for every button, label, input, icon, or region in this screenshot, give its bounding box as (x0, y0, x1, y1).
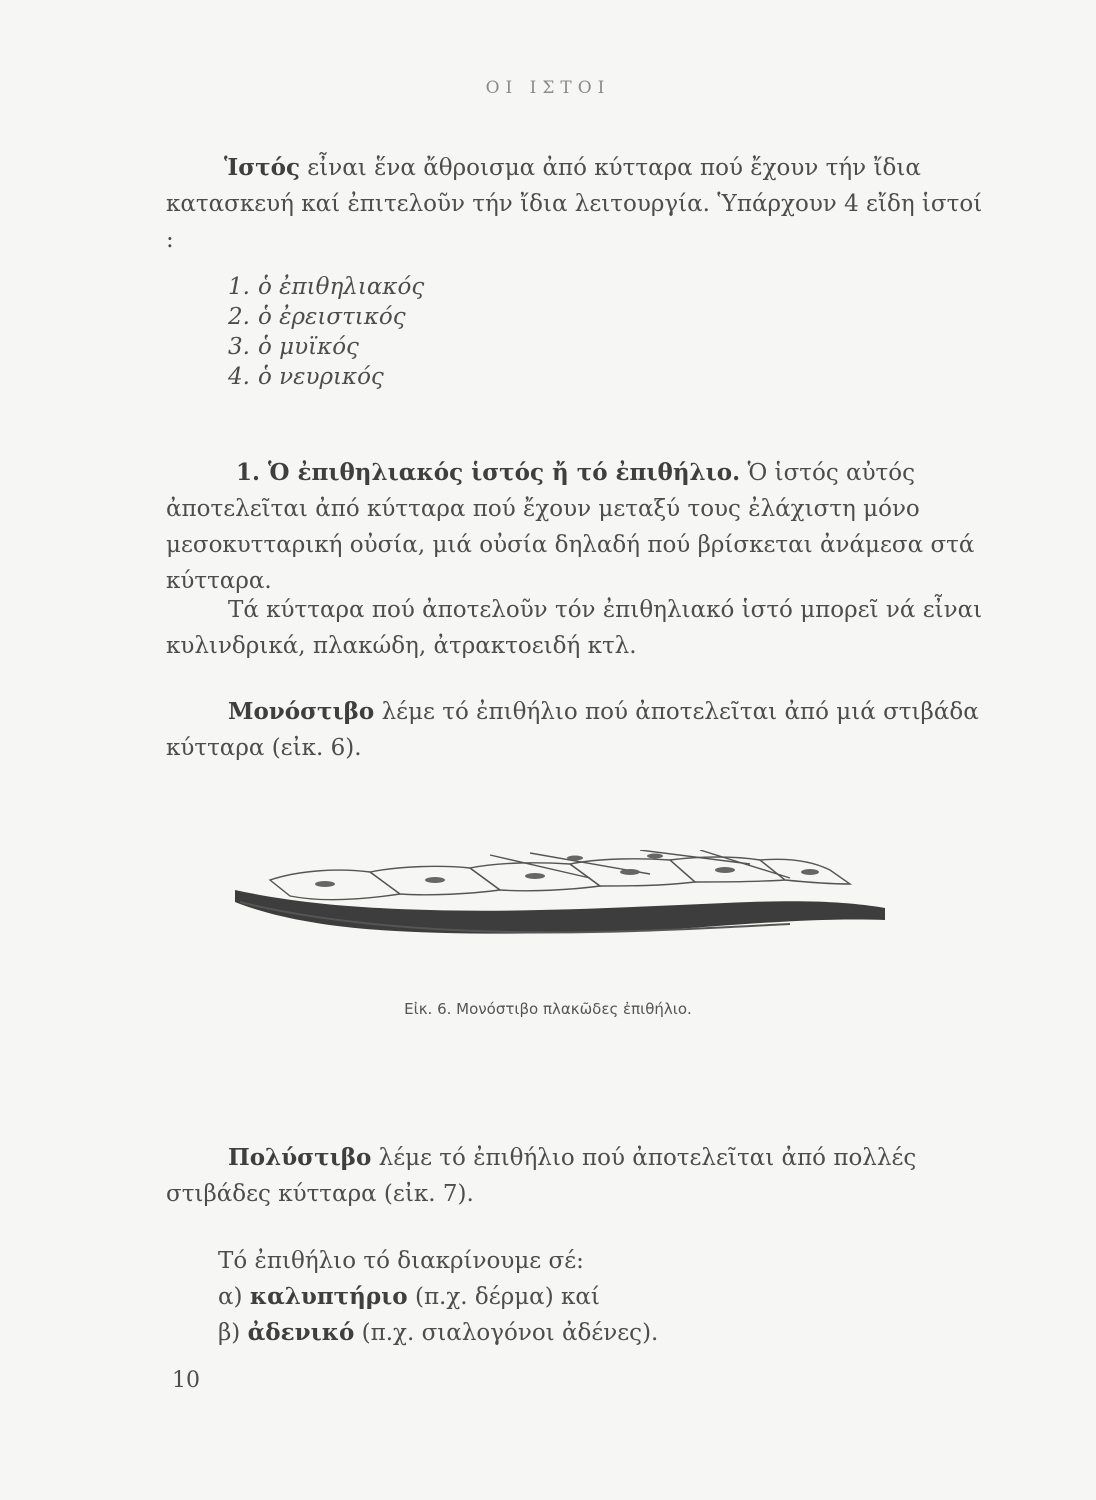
list-item: 3. ὁ μυϊκός (228, 334, 359, 360)
page-title: ΟΙ ΙΣΤΟΙ (485, 78, 611, 98)
nucleus (647, 854, 663, 859)
section-1-paragraph (166, 455, 996, 599)
monostibo-text: λέμε τό ἐπιθήλιο πού ἀποτελεῖται ἀπό μιά στιβάδα κύτταρα (εἰκ. 6). (166, 699, 979, 761)
nucleus (801, 869, 819, 875)
nucleus (425, 877, 445, 883)
list-item: 4. ὁ νευρικός (228, 364, 384, 390)
nucleus (715, 867, 735, 873)
nucleus (525, 873, 545, 879)
nucleus (567, 856, 583, 861)
intro-paragraph (166, 150, 996, 258)
term-polystibo: Πολύστιβο (228, 1144, 372, 1171)
classification-intro: Τό ἐπιθήλιο τό διακρίνουμε σέ: (218, 1248, 584, 1274)
section-1-text: Ὁ ἱστός αὐτός ἀποτελεῖται ἀπό κύτταρα πού ἔχουν μεταξύ τους ἐλάχιστη μόνο μεσοκυτταρική οὐσία, μιά οὐσία δηλαδή πού βρίσκεται ἀνάμεσα στά κύτταρα. (166, 460, 975, 594)
term-adeniko: ἀδενικό (247, 1319, 355, 1346)
nucleus (315, 881, 335, 887)
list-item: 1. ὁ ἐπιθηλιακός (228, 274, 425, 300)
monostibo-paragraph (166, 694, 996, 766)
figure-caption: Εἰκ. 6. Μονόστιβο πλακῶδες ἐπιθήλιο. (404, 1000, 692, 1018)
section-1-heading: 1. Ὁ ἐπιθηλιακός ἱστός ἤ τό ἐπιθήλιο. (236, 459, 741, 486)
basement-membrane (235, 890, 885, 934)
cell-shapes-paragraph: Τά κύτταρα πού ἀποτελοῦν τόν ἐπιθηλιακό ἱστό μπορεῖ νά εἶναι κυλινδρικά, πλακώδη, ἀτρακτοειδή κτλ. (166, 597, 983, 659)
polystibo-text: λέμε τό ἐπιθήλιο πού ἀποτελεῖται ἀπό πολλές στιβάδες κύτταρα (εἰκ. 7). (166, 1145, 917, 1207)
epithelium-figure (230, 850, 890, 960)
term-monostibo: Μονόστιβο (228, 698, 375, 725)
cell-layer (270, 850, 850, 900)
nucleus (620, 869, 640, 875)
polystibo-paragraph (166, 1140, 996, 1212)
page-number: 10 (172, 1368, 200, 1393)
list-item: 2. ὁ ἐρειστικός (228, 304, 406, 330)
term-histos: Ἱστός (224, 154, 300, 181)
tissue-list (228, 272, 424, 392)
term-kalyptirio: καλυπτήριο (249, 1283, 408, 1310)
classification-item-b: β) ἀδενικό (π.χ. σιαλογόνοι ἀδένες). (218, 1319, 659, 1346)
cell (270, 870, 400, 900)
intro-text: εἶναι ἕνα ἄθροισμα ἀπό κύτταρα πού ἔχουν τήν ἴδια κατασκευή καί ἐπιτελοῦν τήν ἴδια λειτουργία. Ὑπάρχουν 4 εἴδη ἱστοί : (166, 155, 983, 253)
classification-item-a: α) καλυπτήριο (π.χ. δέρμα) καί (218, 1283, 600, 1310)
